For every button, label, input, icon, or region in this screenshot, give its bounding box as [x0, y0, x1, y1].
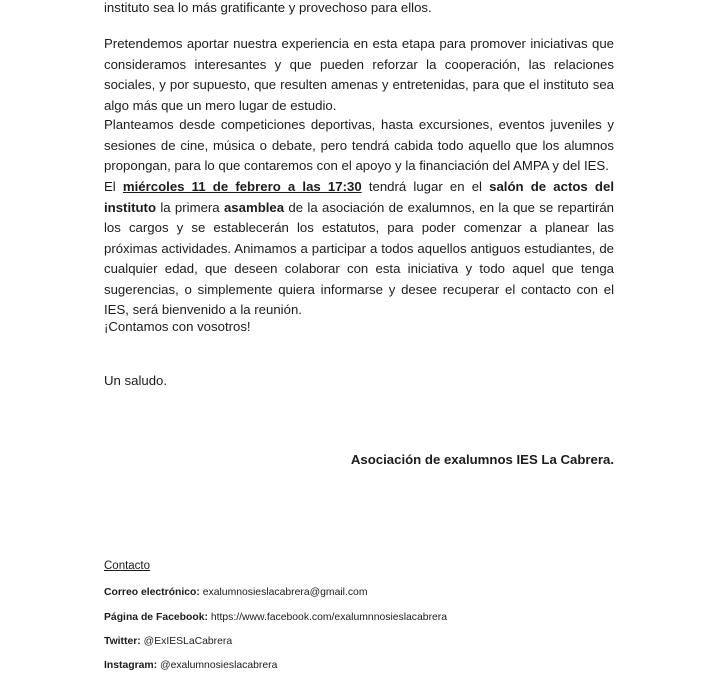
assembly-place: salón de actos del instituto — [104, 179, 614, 215]
paragraph-initiatives: Pretendemos aportar nuestra experiencia en esta etapa para promover iniciativas que consideramos interesantes y que pueden reforzar la cooperación, las relaciones sociales, y por supuesto, que resulten amenas y entretenidas, para que el instituto sea algo más que un mero lugar de estudio. — [104, 36, 614, 113]
signature: Asociación de exalumnos IES La Cabrera. — [350, 452, 614, 467]
email-label: Correo electrónico: — [104, 587, 200, 598]
contact-twitter-row — [104, 635, 232, 649]
greeting-line: Un saludo. — [104, 373, 168, 388]
facebook-link[interactable]: https://www.facebook.com/exalumnnosieslacabrera — [210, 612, 448, 623]
paragraph-activities: Planteamos desde competiciones deportivas, hasta excursiones, eventos juveniles y sesiones de cine, música o debate, pero tendrá cabida todo aquello que los alumnos propongan, para lo que contaremos con el apoyo y la financiación del AMPA y del IES. — [104, 117, 614, 173]
contact-email-row — [104, 586, 368, 600]
assembly-date: miércoles 11 de febrero a las 17:30 — [122, 179, 362, 194]
contact-instagram-row — [104, 659, 277, 673]
assembly-word: asamblea — [223, 199, 285, 215]
assembly-text-2: tendrá lugar en el — [361, 179, 490, 194]
intro-tail-line — [104, 0, 614, 19]
assembly-text-1: El — [104, 179, 123, 194]
twitter-handle[interactable]: @ExIESLaCabrera — [143, 636, 233, 647]
facebook-label: Página de Facebook: — [104, 612, 208, 623]
assembly-text-4: de la asociación de exalumnos, en la que se repartirán los cargos y se establecerán los estatutos, para poder comenzar a planear las próximas actividades. Animamos a participar a todos aquellos antiguos estudiantes, de cualquier edad, que deseen colaborar con esta iniciativa y todo aquel que tenga sugerencias, o simplemente quiera informarse y desee recuperar el contacto con el IES, será bienvenido a la reunión. — [104, 199, 614, 317]
closing-line: ¡Contamos con vosotros! — [104, 319, 251, 334]
contact-heading: Contacto — [104, 560, 151, 572]
contact-facebook-row — [104, 611, 447, 625]
instagram-handle[interactable]: @exalumnosieslacabrera — [160, 660, 278, 671]
assembly-text-3: la primera — [156, 199, 224, 215]
twitter-label: Twitter: — [104, 636, 141, 647]
email-value[interactable]: exalumnosieslacabrera@gmail.com — [202, 587, 368, 598]
paragraph-assembly — [104, 177, 614, 321]
intro-tail-text: instituto sea lo más gratificante y provechoso para ellos. — [104, 0, 432, 15]
instagram-label: Instagram: — [104, 660, 158, 671]
